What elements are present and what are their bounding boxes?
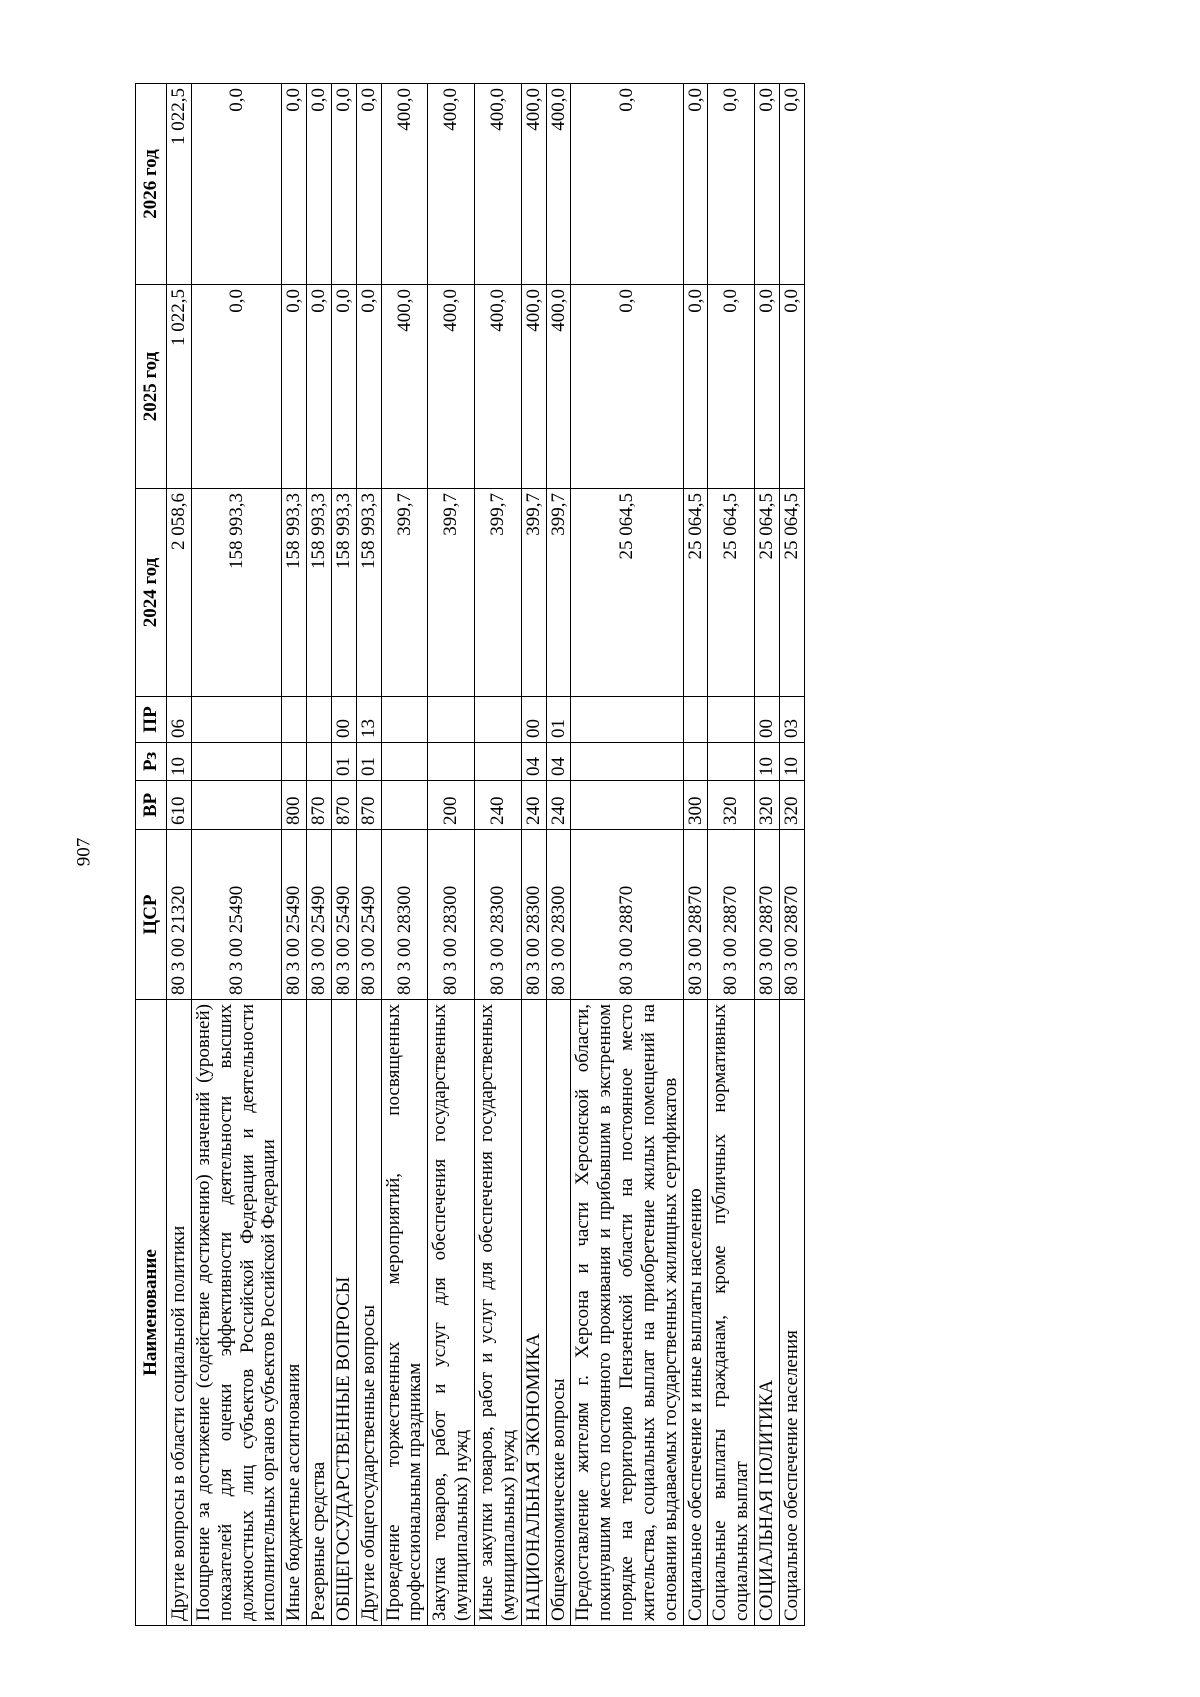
cell-2024: 158 993,3 xyxy=(307,489,332,697)
table-rotated-content xyxy=(135,84,1007,1626)
cell-2026: 400,0 xyxy=(381,84,428,285)
cell-rz xyxy=(307,743,332,781)
cell-name: Иные бюджетные ассигнования xyxy=(282,1000,307,1626)
cell-vr: 240 xyxy=(521,781,546,830)
cell-name: ОБЩЕГОСУДАРСТВЕННЫЕ ВОПРОСЫ xyxy=(331,1000,356,1626)
table-row xyxy=(331,84,356,1626)
cell-rz: 04 xyxy=(521,743,546,781)
cell-2025: 0,0 xyxy=(779,285,804,489)
cell-rz xyxy=(571,743,683,781)
cell-pr xyxy=(307,697,332,743)
cell-2025: 1 022,5 xyxy=(167,285,192,489)
table-row xyxy=(546,84,571,1626)
cell-vr: 240 xyxy=(474,781,521,830)
cell-2025: 400,0 xyxy=(381,285,428,489)
cell-rz xyxy=(381,743,428,781)
cell-csr: 80 3 00 28870 xyxy=(779,830,804,1000)
cell-rz xyxy=(428,743,475,781)
cell-2026: 1 022,5 xyxy=(167,84,192,285)
cell-csr: 80 3 00 25490 xyxy=(282,830,307,1000)
cell-2026: 400,0 xyxy=(428,84,475,285)
cell-2026: 0,0 xyxy=(571,84,683,285)
cell-2026: 400,0 xyxy=(521,84,546,285)
header-2025: 2025 год xyxy=(136,285,167,489)
cell-rz xyxy=(191,743,281,781)
cell-pr xyxy=(428,697,475,743)
cell-rz: 10 xyxy=(167,743,192,781)
cell-vr: 800 xyxy=(282,781,307,830)
table-row xyxy=(307,84,332,1626)
cell-2024: 158 993,3 xyxy=(356,489,381,697)
cell-2026: 400,0 xyxy=(546,84,571,285)
cell-name: Поощрение за достижение (содействие достижению) значений (уровней) показателей для оценки эффективности деятельности высших должностных лиц субъектов Российской Федерации и деятельности исполнительных органов субъектов Российской Федерации xyxy=(191,1000,281,1626)
header-csr: ЦСР xyxy=(136,830,167,1000)
header-rz: Рз xyxy=(136,743,167,781)
table-header-row xyxy=(136,84,167,1626)
cell-name: Иные закупки товаров, работ и услуг для обеспечения государственных (муниципальных) нужд xyxy=(474,1000,521,1626)
cell-pr xyxy=(474,697,521,743)
table-row xyxy=(474,84,521,1626)
cell-2026: 0,0 xyxy=(708,84,755,285)
cell-vr: 300 xyxy=(683,781,708,830)
cell-name: Социальные выплаты гражданам, кроме публичных нормативных социальных выплат xyxy=(708,1000,755,1626)
cell-name: Предоставление жителям г. Херсона и части Херсонской области, покинувшим место постоянного проживания и прибывшим в экстренном порядке на территорию Пензенской области на постоянное место жительства, социальных выплат на приобретение жилых помещений на основании выдаваемых государственных жилищных сертификатов xyxy=(571,1000,683,1626)
cell-pr: 06 xyxy=(167,697,192,743)
cell-2026: 0,0 xyxy=(755,84,780,285)
table-row xyxy=(191,84,281,1626)
cell-pr: 00 xyxy=(521,697,546,743)
cell-2024: 158 993,3 xyxy=(282,489,307,697)
cell-rz xyxy=(683,743,708,781)
cell-vr: 320 xyxy=(755,781,780,830)
cell-csr: 80 3 00 25490 xyxy=(356,830,381,1000)
cell-pr: 03 xyxy=(779,697,804,743)
cell-csr: 80 3 00 25490 xyxy=(191,830,281,1000)
table-row xyxy=(167,84,192,1626)
cell-csr: 80 3 00 28870 xyxy=(708,830,755,1000)
cell-csr: 80 3 00 28870 xyxy=(755,830,780,1000)
table-row xyxy=(755,84,780,1626)
cell-csr: 80 3 00 21320 xyxy=(167,830,192,1000)
cell-2026: 0,0 xyxy=(779,84,804,285)
cell-csr: 80 3 00 28300 xyxy=(381,830,428,1000)
cell-2026: 0,0 xyxy=(356,84,381,285)
page-number xyxy=(72,822,96,882)
table-row xyxy=(282,84,307,1626)
cell-pr xyxy=(571,697,683,743)
cell-csr: 80 3 00 25490 xyxy=(331,830,356,1000)
cell-2025: 0,0 xyxy=(571,285,683,489)
cell-csr: 80 3 00 28300 xyxy=(428,830,475,1000)
cell-2025: 400,0 xyxy=(474,285,521,489)
cell-2025: 0,0 xyxy=(282,285,307,489)
cell-name: Закупка товаров, работ и услуг для обеспечения государственных (муниципальных) нужд xyxy=(428,1000,475,1626)
cell-pr: 00 xyxy=(755,697,780,743)
table-row xyxy=(779,84,804,1626)
cell-rz xyxy=(282,743,307,781)
cell-csr: 80 3 00 25490 xyxy=(307,830,332,1000)
cell-rz: 10 xyxy=(755,743,780,781)
cell-2025: 400,0 xyxy=(521,285,546,489)
cell-2026: 0,0 xyxy=(282,84,307,285)
table-row xyxy=(683,84,708,1626)
page-number-text: 907 xyxy=(73,837,94,867)
cell-name: Проведение торжественных мероприятий, посвященных профессиональным праздникам xyxy=(381,1000,428,1626)
table-rotated-wrapper xyxy=(135,84,1007,1626)
cell-name: Другие вопросы в области социальной политики xyxy=(167,1000,192,1626)
cell-2024: 25 064,5 xyxy=(708,489,755,697)
table-row xyxy=(428,84,475,1626)
cell-csr: 80 3 00 28870 xyxy=(683,830,708,1000)
cell-vr xyxy=(571,781,683,830)
cell-vr: 610 xyxy=(167,781,192,830)
cell-2024: 399,7 xyxy=(546,489,571,697)
cell-csr: 80 3 00 28300 xyxy=(521,830,546,1000)
cell-2024: 158 993,3 xyxy=(331,489,356,697)
cell-2025: 400,0 xyxy=(428,285,475,489)
cell-vr: 200 xyxy=(428,781,475,830)
table-row xyxy=(708,84,755,1626)
cell-vr xyxy=(381,781,428,830)
cell-pr xyxy=(191,697,281,743)
cell-csr: 80 3 00 28300 xyxy=(546,830,571,1000)
table-row xyxy=(381,84,428,1626)
cell-pr: 01 xyxy=(546,697,571,743)
cell-rz: 04 xyxy=(546,743,571,781)
cell-pr: 13 xyxy=(356,697,381,743)
header-name: Наименование xyxy=(136,1000,167,1626)
cell-2024: 2 058,6 xyxy=(167,489,192,697)
header-vr: ВР xyxy=(136,781,167,830)
cell-vr: 320 xyxy=(779,781,804,830)
cell-pr xyxy=(683,697,708,743)
cell-2026: 0,0 xyxy=(331,84,356,285)
cell-name: СОЦИАЛЬНАЯ ПОЛИТИКА xyxy=(755,1000,780,1626)
cell-name: Другие общегосударственные вопросы xyxy=(356,1000,381,1626)
table-row xyxy=(571,84,683,1626)
cell-name: НАЦИОНАЛЬНАЯ ЭКОНОМИКА xyxy=(521,1000,546,1626)
cell-rz xyxy=(474,743,521,781)
cell-pr xyxy=(282,697,307,743)
cell-name: Резервные средства xyxy=(307,1000,332,1626)
cell-rz: 01 xyxy=(331,743,356,781)
cell-rz: 10 xyxy=(779,743,804,781)
cell-2026: 400,0 xyxy=(474,84,521,285)
cell-2025: 0,0 xyxy=(191,285,281,489)
cell-2024: 25 064,5 xyxy=(755,489,780,697)
cell-2024: 399,7 xyxy=(381,489,428,697)
table-row xyxy=(356,84,381,1626)
cell-csr: 80 3 00 28300 xyxy=(474,830,521,1000)
header-2026: 2026 год xyxy=(136,84,167,285)
cell-2025: 0,0 xyxy=(307,285,332,489)
cell-rz xyxy=(708,743,755,781)
header-2024: 2024 год xyxy=(136,489,167,697)
cell-2024: 25 064,5 xyxy=(683,489,708,697)
cell-pr xyxy=(381,697,428,743)
header-pr: ПР xyxy=(136,697,167,743)
table-row xyxy=(521,84,546,1626)
cell-2026: 0,0 xyxy=(683,84,708,285)
cell-vr: 870 xyxy=(356,781,381,830)
cell-vr: 870 xyxy=(331,781,356,830)
cell-2025: 0,0 xyxy=(708,285,755,489)
cell-pr: 00 xyxy=(331,697,356,743)
cell-2026: 0,0 xyxy=(307,84,332,285)
cell-name: Социальное обеспечение населения xyxy=(779,1000,804,1626)
cell-pr xyxy=(708,697,755,743)
cell-2025: 0,0 xyxy=(356,285,381,489)
cell-vr xyxy=(191,781,281,830)
cell-rz: 01 xyxy=(356,743,381,781)
cell-2025: 0,0 xyxy=(331,285,356,489)
cell-2024: 158 993,3 xyxy=(191,489,281,697)
cell-2024: 399,7 xyxy=(474,489,521,697)
cell-2024: 25 064,5 xyxy=(779,489,804,697)
cell-csr: 80 3 00 28870 xyxy=(571,830,683,1000)
cell-2024: 25 064,5 xyxy=(571,489,683,697)
budget-table xyxy=(135,83,805,1626)
cell-vr: 320 xyxy=(708,781,755,830)
cell-2026: 0,0 xyxy=(191,84,281,285)
cell-name: Общеэкономические вопросы xyxy=(546,1000,571,1626)
cell-2025: 400,0 xyxy=(546,285,571,489)
cell-vr: 870 xyxy=(307,781,332,830)
cell-2025: 0,0 xyxy=(683,285,708,489)
cell-2024: 399,7 xyxy=(428,489,475,697)
cell-2025: 0,0 xyxy=(755,285,780,489)
cell-2024: 399,7 xyxy=(521,489,546,697)
cell-name: Социальное обеспечение и иные выплаты населению xyxy=(683,1000,708,1626)
cell-vr: 240 xyxy=(546,781,571,830)
